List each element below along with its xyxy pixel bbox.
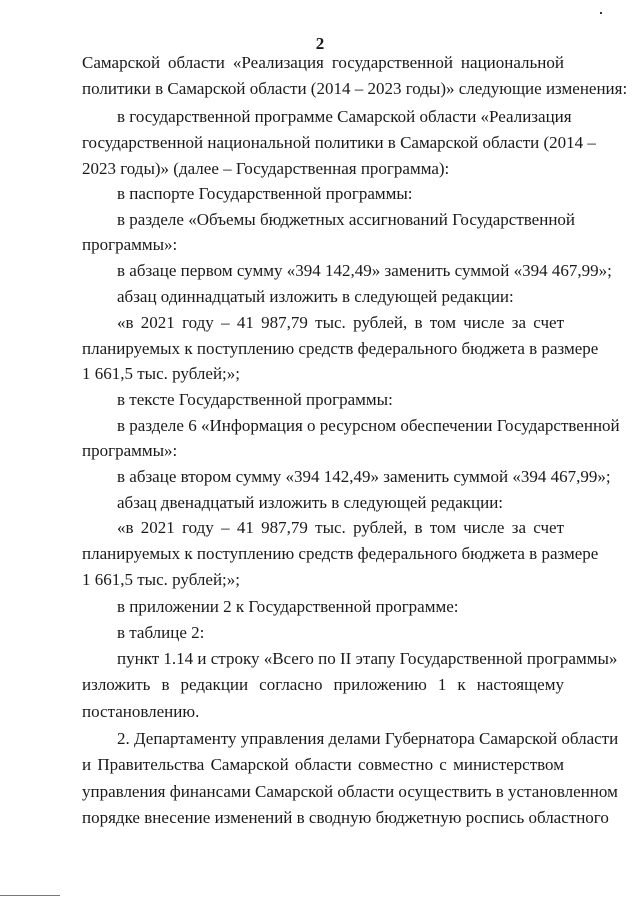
text-line: 1 661,5 тыс. рублей;»;: [82, 570, 240, 589]
text-line: в паспорте Государственной программы:: [117, 184, 413, 203]
text-line: 1 661,5 тыс. рублей;»;: [82, 364, 240, 383]
text-line: в таблице 2:: [117, 623, 205, 642]
page-number: 2: [315, 34, 325, 53]
text-line: государственной национальной политики в Самарской области (2014 –: [82, 133, 596, 152]
text-line: 2. Департаменту управления делами Губернатора Самарской области: [117, 729, 619, 748]
text-line: в приложении 2 к Государственной программе:: [117, 597, 459, 616]
text-line: в разделе «Объемы бюджетных ассигнований Государственной: [117, 210, 576, 229]
text-line: абзац одиннадцатый изложить в следующей редакции:: [117, 287, 514, 306]
text-line: «в 2021 году – 41 987,79 тыс. рублей, в том числе за счет: [117, 313, 564, 332]
text-line: абзац двенадцатый изложить в следующей редакции:: [117, 493, 504, 512]
text-line: пункт 1.14 и строку «Всего по II этапу Государственной программы»: [117, 649, 618, 668]
text-line: 2023 годы)» (далее – Государственная программа):: [82, 159, 450, 178]
text-line: изложить в редакции согласно приложению 1 к настоящему: [82, 675, 564, 694]
text-line: в государственной программе Самарской области «Реализация: [117, 107, 572, 126]
text-line: программы»:: [82, 441, 178, 460]
text-line: в абзаце первом сумму «394 142,49» заменить суммой «394 467,99»;: [117, 261, 612, 280]
text-line: порядке внесение изменений в сводную бюджетную роспись областного: [82, 808, 609, 827]
text-line: Самарской области «Реализация государственной национальной: [82, 53, 564, 72]
text-line: политики в Самарской области (2014 – 2023 годы)» следующие изменения:: [82, 79, 628, 98]
text-line: в тексте Государственной программы:: [117, 390, 393, 409]
footer-rule: [0, 895, 60, 896]
text-line: «в 2021 году – 41 987,79 тыс. рублей, в том числе за счет: [117, 518, 564, 537]
text-line: и Правительства Самарской области совместно с министерством: [82, 755, 564, 774]
text-line: в абзаце втором сумму «394 142,49» заменить суммой «394 467,99»;: [117, 467, 611, 486]
text-line: программы»:: [82, 235, 178, 254]
text-line: планируемых к поступлению средств федерального бюджета в размере: [82, 339, 599, 358]
text-line: планируемых к поступлению средств федерального бюджета в размере: [82, 544, 599, 563]
text-line: в разделе 6 «Информация о ресурсном обеспечении Государственной: [117, 416, 620, 435]
text-line: постановлению.: [82, 702, 200, 721]
scan-mark: [600, 12, 602, 14]
text-line: управления финансами Самарской области осуществить в установленном: [82, 782, 618, 801]
